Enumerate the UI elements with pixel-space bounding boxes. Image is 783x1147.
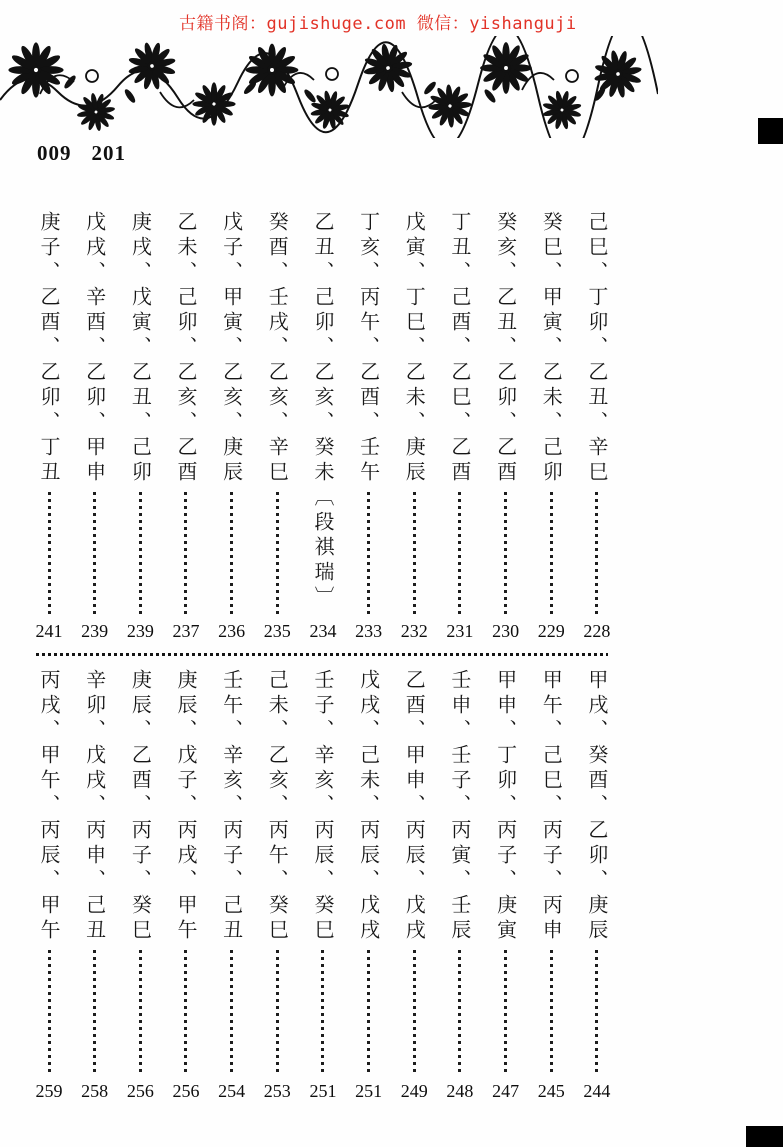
ganzhi-column-text: 乙酉、甲申、丙辰、戊戌: [402, 669, 427, 944]
ganzhi-column: [264, 211, 290, 642]
ganzhi-column: [401, 669, 427, 1102]
ganzhi-column-text: 庚辰、戊子、丙戌、甲午: [173, 669, 198, 944]
leader-dots: [321, 950, 324, 1074]
leader-dots: [595, 950, 598, 1074]
ganzhi-column: [173, 669, 199, 1102]
leader-dots: [413, 492, 416, 614]
ganzhi-column-text: 壬申、壬子、丙寅、壬辰: [447, 669, 472, 944]
page-ref-number: 232: [400, 621, 428, 641]
leader-dots: [413, 950, 416, 1074]
ganzhi-column-text: 癸亥、乙丑、乙卯、乙酉: [493, 211, 518, 486]
ganzhi-column: [127, 211, 153, 642]
page-ref-number: 237: [172, 621, 200, 641]
page-ref-number: 253: [263, 1081, 291, 1101]
ganzhi-column: [219, 669, 245, 1102]
page-ref-number: 256: [172, 1081, 200, 1101]
page-ref-number: 256: [126, 1081, 154, 1101]
ganzhi-column: [36, 669, 62, 1102]
ganzhi-column: [310, 211, 336, 642]
ganzhi-column-text: 甲申、丁卯、丙子、庚寅: [493, 669, 518, 944]
page-ref-number: 251: [309, 1081, 337, 1101]
page-ref-number: 247: [492, 1081, 520, 1101]
ganzhi-column-text: 己巳、丁卯、乙丑、辛巳: [584, 211, 609, 486]
index-section-top: [36, 211, 610, 642]
page-ref-number: 241: [35, 621, 63, 641]
page-ref-number: 234: [309, 621, 337, 641]
ganzhi-column: [356, 211, 382, 642]
ganzhi-column: [310, 669, 336, 1102]
ganzhi-column: [82, 211, 108, 642]
index-section-bottom: [36, 669, 610, 1102]
floral-border: [0, 36, 658, 138]
leader-dots: [93, 950, 96, 1074]
ganzhi-column: [447, 211, 473, 642]
scan-artifact-bottom-right: [746, 1126, 783, 1147]
dotted-divider: [36, 653, 608, 656]
ganzhi-column: [584, 211, 610, 642]
ganzhi-column: [538, 669, 564, 1102]
ganzhi-column-text: 戊戌、辛酉、乙卯、甲申: [82, 211, 107, 486]
ganzhi-column-text: 乙未、己卯、乙亥、乙酉: [173, 211, 198, 486]
ganzhi-column-text: 戊子、甲寅、乙亥、庚辰: [219, 211, 244, 486]
leader-dots: [550, 950, 553, 1074]
page-ref-number: 251: [355, 1081, 383, 1101]
leader-dots: [367, 950, 370, 1074]
ganzhi-column: [401, 211, 427, 642]
page-ref-number: 231: [446, 621, 474, 641]
ganzhi-column-text: 癸酉、壬戌、乙亥、辛巳: [265, 211, 290, 486]
ganzhi-column-text: 戊戌、己未、丙辰、戊戌: [356, 669, 381, 944]
page-ref-number: 259: [35, 1081, 63, 1101]
floral-border-art: [0, 36, 658, 138]
ganzhi-column-text: 壬午、辛亥、丙子、己丑: [219, 669, 244, 944]
ganzhi-column-text: 丁丑、己酉、乙巳、乙酉: [447, 211, 472, 486]
ganzhi-column-text: 庚戌、戊寅、乙丑、己卯: [128, 211, 153, 486]
leader-dots: [504, 492, 507, 614]
leader-dots: [93, 492, 96, 614]
ganzhi-column: [82, 669, 108, 1102]
ganzhi-column: [493, 669, 519, 1102]
leader-dots: [230, 492, 233, 614]
watermark-text: 古籍书阁：gujishuge.com 微信：yishanguji: [179, 14, 577, 34]
ganzhi-column: [264, 669, 290, 1102]
ganzhi-column-text: 乙丑、己卯、乙亥、癸未〔段祺瑞〕: [310, 211, 335, 611]
page-ref-number: 239: [81, 621, 109, 641]
ganzhi-column-text: 己未、乙亥、丙午、癸巳: [265, 669, 290, 944]
leader-dots: [550, 492, 553, 614]
ganzhi-column: [493, 211, 519, 642]
ganzhi-column: [356, 669, 382, 1102]
ganzhi-column-text: 壬子、辛亥、丙辰、癸巳: [310, 669, 335, 944]
ganzhi-column: [538, 211, 564, 642]
leader-dots: [276, 492, 279, 614]
leader-dots: [367, 492, 370, 614]
leader-dots: [504, 950, 507, 1074]
leader-dots: [458, 492, 461, 614]
page-ref-number: 258: [81, 1081, 109, 1101]
ganzhi-column-text: 丙戌、甲午、丙辰、甲午: [37, 669, 61, 944]
page-ref-number: 248: [446, 1081, 474, 1101]
ganzhi-column-text: 甲午、己巳、丙子、丙申: [539, 669, 564, 944]
ganzhi-column-text: 癸巳、甲寅、乙未、己卯: [539, 211, 564, 486]
page-ref-number: 254: [218, 1081, 246, 1101]
ganzhi-column-text: 辛卯、戊戌、丙申、己丑: [82, 669, 107, 944]
leader-dots: [48, 492, 51, 614]
ganzhi-column: [447, 669, 473, 1102]
ganzhi-column-text: 戊寅、丁巳、乙未、庚辰: [402, 211, 427, 486]
leader-dots: [276, 950, 279, 1074]
ganzhi-column-text: 庚辰、乙酉、丙子、癸巳: [128, 669, 153, 944]
page-ref-number: 236: [218, 621, 246, 641]
leader-dots: [184, 950, 187, 1074]
page-ref-number: 244: [583, 1081, 611, 1101]
ganzhi-column: [219, 211, 245, 642]
leader-dots: [139, 492, 142, 614]
page-ref-number: 229: [537, 621, 565, 641]
leader-dots: [595, 492, 598, 614]
ganzhi-column-text: 庚子、乙酉、乙卯、丁丑: [37, 211, 61, 486]
page-ref-number: 235: [263, 621, 291, 641]
ganzhi-column: [127, 669, 153, 1102]
folio-number-left: 009: [37, 141, 72, 165]
page-ref-number: 228: [583, 621, 611, 641]
ganzhi-column: [173, 211, 199, 642]
folio-numbers: [37, 141, 126, 166]
scan-artifact-top-right: [758, 118, 783, 144]
leader-dots: [48, 950, 51, 1074]
ganzhi-column: [584, 669, 610, 1102]
page-ref-number: 239: [126, 621, 154, 641]
leader-dots: [184, 492, 187, 614]
folio-number-right: 201: [91, 141, 126, 165]
leader-dots: [230, 950, 233, 1074]
page-ref-number: 249: [400, 1081, 428, 1101]
page-ref-number: 230: [492, 621, 520, 641]
page-ref-number: 245: [537, 1081, 565, 1101]
ganzhi-column: [36, 211, 62, 642]
ganzhi-column-text: 甲戌、癸酉、乙卯、庚辰: [584, 669, 609, 944]
page-ref-number: 233: [355, 621, 383, 641]
ganzhi-column-text: 丁亥、丙午、乙酉、壬午: [356, 211, 381, 486]
leader-dots: [139, 950, 142, 1074]
leader-dots: [458, 950, 461, 1074]
